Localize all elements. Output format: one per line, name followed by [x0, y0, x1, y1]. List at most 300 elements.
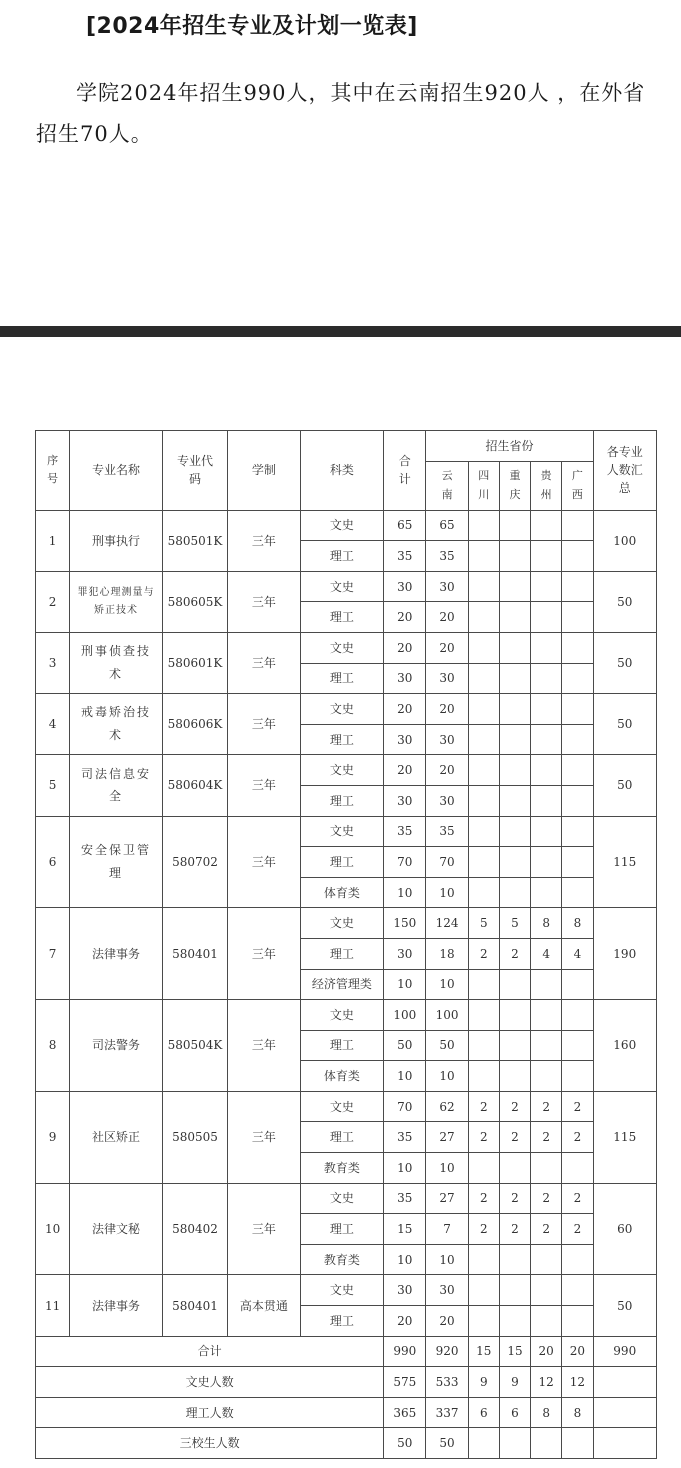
cell-seq: 4 [36, 694, 70, 755]
cell-guangxi [562, 510, 593, 541]
cell-category: 文史 [300, 1183, 384, 1214]
cell-total: 10 [384, 1061, 426, 1092]
cell-sichuan [468, 571, 499, 602]
cell-yunnan: 70 [426, 847, 468, 878]
cell-total: 10 [384, 1244, 426, 1275]
summary-chongqing: 9 [499, 1367, 530, 1398]
cell-total: 30 [384, 571, 426, 602]
cell-sichuan [468, 969, 499, 1000]
cell-yunnan: 124 [426, 908, 468, 939]
cell-guizhou: 4 [531, 938, 562, 969]
header-code: 专业代 码 [162, 431, 227, 511]
cell-guizhou [531, 541, 562, 572]
cell-major-total: 160 [593, 1000, 657, 1092]
summary-yunnan: 337 [426, 1397, 468, 1428]
summary-total: 990 [384, 1336, 426, 1367]
cell-guizhou [531, 663, 562, 694]
table-row [36, 1091, 657, 1122]
cell-chongqing [499, 877, 530, 908]
summary-chongqing [499, 1428, 530, 1459]
cell-guangxi [562, 877, 593, 908]
cell-guangxi [562, 663, 593, 694]
cell-category: 文史 [300, 1091, 384, 1122]
cell-chongqing [499, 785, 530, 816]
cell-major-total: 115 [593, 816, 657, 908]
cell-seq: 2 [36, 571, 70, 632]
summary-yunnan: 920 [426, 1336, 468, 1367]
cell-yunnan: 30 [426, 785, 468, 816]
cell-category: 体育类 [300, 1061, 384, 1092]
cell-seq: 7 [36, 908, 70, 1000]
cell-guangxi [562, 816, 593, 847]
cell-major-code: 580401 [162, 1275, 227, 1336]
cell-total: 10 [384, 969, 426, 1000]
cell-guizhou: 2 [531, 1091, 562, 1122]
table-body [36, 431, 657, 1459]
cell-sichuan [468, 632, 499, 663]
cell-guangxi: 2 [562, 1122, 593, 1153]
cell-duration: 三年 [228, 908, 300, 1000]
summary-row [36, 1367, 657, 1398]
cell-duration: 三年 [228, 1091, 300, 1183]
table-row [36, 816, 657, 847]
cell-sichuan [468, 1153, 499, 1184]
summary-major-total [593, 1367, 657, 1398]
cell-total: 65 [384, 510, 426, 541]
cell-sichuan: 2 [468, 1214, 499, 1245]
cell-category: 文史 [300, 571, 384, 602]
cell-sichuan: 2 [468, 938, 499, 969]
cell-sichuan [468, 541, 499, 572]
cell-duration: 三年 [228, 571, 300, 632]
cell-total: 20 [384, 694, 426, 725]
cell-guizhou [531, 785, 562, 816]
cell-chongqing [499, 541, 530, 572]
cell-major-name: 社区矫正 [70, 1091, 163, 1183]
cell-guizhou [531, 510, 562, 541]
summary-chongqing: 15 [499, 1336, 530, 1367]
cell-total: 100 [384, 1000, 426, 1031]
header-major-total: 各专业 人数汇 总 [593, 431, 657, 511]
cell-guizhou [531, 724, 562, 755]
cell-guangxi: 2 [562, 1091, 593, 1122]
cell-sichuan [468, 1306, 499, 1337]
cell-chongqing: 2 [499, 938, 530, 969]
cell-major-name: 戒毒矫治技术 [70, 694, 163, 755]
summary-major-total: 990 [593, 1336, 657, 1367]
table-row [36, 571, 657, 602]
summary-row [36, 1428, 657, 1459]
header-province-guangxi: 广 西 [562, 461, 593, 510]
cell-guangxi [562, 571, 593, 602]
header-name: 专业名称 [70, 431, 163, 511]
cell-guizhou [531, 969, 562, 1000]
cell-seq: 9 [36, 1091, 70, 1183]
summary-major-total [593, 1428, 657, 1459]
header-province-guizhou: 贵 州 [531, 461, 562, 510]
table-header-row [36, 431, 657, 462]
cell-chongqing [499, 1153, 530, 1184]
cell-guangxi [562, 847, 593, 878]
summary-guangxi: 8 [562, 1397, 593, 1428]
summary-guangxi [562, 1428, 593, 1459]
cell-chongqing [499, 1000, 530, 1031]
cell-chongqing [499, 694, 530, 725]
cell-chongqing [499, 602, 530, 633]
cell-guangxi: 2 [562, 1183, 593, 1214]
table-row [36, 755, 657, 786]
cell-guangxi: 4 [562, 938, 593, 969]
cell-sichuan [468, 694, 499, 725]
summary-guangxi: 20 [562, 1336, 593, 1367]
cell-major-total: 50 [593, 694, 657, 755]
cell-major-total: 50 [593, 1275, 657, 1336]
cell-guangxi: 2 [562, 1214, 593, 1245]
cell-yunnan: 100 [426, 1000, 468, 1031]
cell-total: 35 [384, 1122, 426, 1153]
cell-yunnan: 7 [426, 1214, 468, 1245]
cell-sichuan [468, 1030, 499, 1061]
cell-guangxi [562, 1244, 593, 1275]
cell-major-total: 50 [593, 755, 657, 816]
cell-sichuan [468, 724, 499, 755]
cell-yunnan: 30 [426, 663, 468, 694]
cell-seq: 10 [36, 1183, 70, 1275]
summary-major-total [593, 1397, 657, 1428]
cell-sichuan [468, 816, 499, 847]
cell-yunnan: 20 [426, 632, 468, 663]
cell-major-code: 580501K [162, 510, 227, 571]
cell-sichuan [468, 1061, 499, 1092]
summary-sichuan [468, 1428, 499, 1459]
cell-yunnan: 65 [426, 510, 468, 541]
cell-total: 35 [384, 1183, 426, 1214]
cell-category: 理工 [300, 938, 384, 969]
cell-guangxi [562, 632, 593, 663]
cell-guangxi [562, 602, 593, 633]
summary-label: 合计 [36, 1336, 384, 1367]
summary-chongqing: 6 [499, 1397, 530, 1428]
cell-guangxi [562, 541, 593, 572]
cell-chongqing: 2 [499, 1183, 530, 1214]
cell-guizhou [531, 1153, 562, 1184]
cell-duration: 三年 [228, 755, 300, 816]
cell-major-code: 580605K [162, 571, 227, 632]
cell-duration: 三年 [228, 1183, 300, 1275]
cell-major-code: 580702 [162, 816, 227, 908]
cell-seq: 5 [36, 755, 70, 816]
cell-total: 20 [384, 755, 426, 786]
cell-guangxi [562, 1000, 593, 1031]
cell-chongqing [499, 816, 530, 847]
cell-yunnan: 20 [426, 602, 468, 633]
cell-major-code: 580402 [162, 1183, 227, 1275]
cell-yunnan: 20 [426, 694, 468, 725]
cell-yunnan: 30 [426, 571, 468, 602]
cell-major-code: 580401 [162, 908, 227, 1000]
cell-guangxi [562, 1030, 593, 1061]
cell-chongqing [499, 724, 530, 755]
cell-guizhou [531, 632, 562, 663]
cell-category: 理工 [300, 847, 384, 878]
cell-total: 20 [384, 632, 426, 663]
cell-major-total: 60 [593, 1183, 657, 1275]
cell-category: 教育类 [300, 1153, 384, 1184]
cell-total: 70 [384, 847, 426, 878]
cell-guizhou [531, 1244, 562, 1275]
cell-sichuan: 5 [468, 908, 499, 939]
cell-guangxi [562, 724, 593, 755]
cell-category: 文史 [300, 1275, 384, 1306]
summary-yunnan: 50 [426, 1428, 468, 1459]
cell-category: 体育类 [300, 877, 384, 908]
cell-chongqing [499, 755, 530, 786]
table-row [36, 908, 657, 939]
cell-guizhou [531, 1061, 562, 1092]
table-row [36, 510, 657, 541]
cell-guangxi: 8 [562, 908, 593, 939]
cell-guizhou: 2 [531, 1183, 562, 1214]
summary-sichuan: 15 [468, 1336, 499, 1367]
cell-major-name: 法律文秘 [70, 1183, 163, 1275]
cell-duration: 三年 [228, 632, 300, 693]
cell-major-name: 刑事侦查技术 [70, 632, 163, 693]
cell-guizhou [531, 847, 562, 878]
cell-guangxi [562, 694, 593, 725]
cell-sichuan [468, 1000, 499, 1031]
cell-seq: 1 [36, 510, 70, 571]
summary-row [36, 1397, 657, 1428]
cell-sichuan [468, 877, 499, 908]
cell-total: 20 [384, 1306, 426, 1337]
cell-yunnan: 62 [426, 1091, 468, 1122]
enrollment-plan-table [35, 430, 657, 1459]
cell-category: 理工 [300, 724, 384, 755]
cell-category: 文史 [300, 816, 384, 847]
cell-chongqing [499, 969, 530, 1000]
cell-chongqing [499, 663, 530, 694]
cell-total: 35 [384, 816, 426, 847]
cell-category: 文史 [300, 755, 384, 786]
cell-sichuan [468, 785, 499, 816]
summary-sichuan: 6 [468, 1397, 499, 1428]
cell-total: 30 [384, 785, 426, 816]
cell-total: 70 [384, 1091, 426, 1122]
cell-guizhou [531, 1000, 562, 1031]
cell-major-total: 50 [593, 571, 657, 632]
cell-guizhou [531, 1306, 562, 1337]
summary-guangxi: 12 [562, 1367, 593, 1398]
header-category: 科类 [300, 431, 384, 511]
cell-major-code: 580606K [162, 694, 227, 755]
cell-total: 10 [384, 877, 426, 908]
cell-guangxi [562, 969, 593, 1000]
intro-paragraph: 学院2024年招生990人，其中在云南招生920人 ，在外省招生70人。 [36, 81, 646, 146]
header-province-chongqing: 重 庆 [499, 461, 530, 510]
cell-yunnan: 20 [426, 755, 468, 786]
cell-total: 20 [384, 602, 426, 633]
cell-category: 理工 [300, 663, 384, 694]
cell-total: 50 [384, 1030, 426, 1061]
cell-total: 35 [384, 541, 426, 572]
table-row [36, 1000, 657, 1031]
cell-guangxi [562, 755, 593, 786]
cell-yunnan: 27 [426, 1122, 468, 1153]
document-heading: [2024年招生专业及计划一览表] [86, 14, 418, 39]
cell-guizhou [531, 571, 562, 602]
cell-chongqing [499, 632, 530, 663]
cell-guizhou [531, 877, 562, 908]
cell-major-total: 115 [593, 1091, 657, 1183]
cell-sichuan [468, 663, 499, 694]
summary-total: 365 [384, 1397, 426, 1428]
cell-major-name: 安全保卫管理 [70, 816, 163, 908]
cell-chongqing [499, 847, 530, 878]
cell-guangxi [562, 1061, 593, 1092]
cell-guizhou [531, 816, 562, 847]
cell-category: 理工 [300, 1030, 384, 1061]
cell-category: 教育类 [300, 1244, 384, 1275]
cell-guizhou [531, 1030, 562, 1061]
cell-sichuan [468, 510, 499, 541]
summary-label: 文史人数 [36, 1367, 384, 1398]
cell-major-name: 罪犯心理测量与矫正技术 [70, 571, 163, 632]
cell-major-code: 580505 [162, 1091, 227, 1183]
cell-chongqing: 2 [499, 1214, 530, 1245]
cell-guizhou [531, 602, 562, 633]
cell-seq: 11 [36, 1275, 70, 1336]
cell-major-name: 刑事执行 [70, 510, 163, 571]
cell-category: 理工 [300, 602, 384, 633]
cell-category: 文史 [300, 1000, 384, 1031]
cell-yunnan: 18 [426, 938, 468, 969]
cell-total: 150 [384, 908, 426, 939]
cell-duration: 高本贯通 [228, 1275, 300, 1336]
table-row [36, 632, 657, 663]
cell-guizhou: 8 [531, 908, 562, 939]
cell-chongqing [499, 510, 530, 541]
cell-category: 理工 [300, 1214, 384, 1245]
cell-seq: 8 [36, 1000, 70, 1092]
cell-yunnan: 10 [426, 969, 468, 1000]
cell-yunnan: 35 [426, 816, 468, 847]
cell-total: 30 [384, 938, 426, 969]
cell-major-name: 法律事务 [70, 1275, 163, 1336]
cell-major-name: 司法信息安全 [70, 755, 163, 816]
summary-label: 三校生人数 [36, 1428, 384, 1459]
cell-major-total: 50 [593, 632, 657, 693]
cell-yunnan: 20 [426, 1306, 468, 1337]
cell-total: 30 [384, 663, 426, 694]
cell-sichuan [468, 1244, 499, 1275]
cell-yunnan: 30 [426, 724, 468, 755]
cell-category: 理工 [300, 541, 384, 572]
cell-category: 理工 [300, 785, 384, 816]
cell-duration: 三年 [228, 694, 300, 755]
cell-total: 30 [384, 1275, 426, 1306]
cell-seq: 3 [36, 632, 70, 693]
cell-yunnan: 27 [426, 1183, 468, 1214]
cell-yunnan: 10 [426, 1244, 468, 1275]
cell-category: 文史 [300, 510, 384, 541]
cell-yunnan: 10 [426, 1061, 468, 1092]
cell-category: 经济管理类 [300, 969, 384, 1000]
cell-chongqing [499, 1244, 530, 1275]
cell-guangxi [562, 1153, 593, 1184]
cell-category: 文史 [300, 632, 384, 663]
cell-guangxi [562, 1275, 593, 1306]
cell-guizhou [531, 755, 562, 786]
cell-sichuan: 2 [468, 1183, 499, 1214]
cell-major-code: 580504K [162, 1000, 227, 1092]
cell-chongqing: 5 [499, 908, 530, 939]
cell-sichuan [468, 847, 499, 878]
table-row [36, 1275, 657, 1306]
cell-guizhou [531, 694, 562, 725]
summary-total: 575 [384, 1367, 426, 1398]
cell-duration: 三年 [228, 1000, 300, 1092]
cell-duration: 三年 [228, 816, 300, 908]
cell-chongqing [499, 1061, 530, 1092]
summary-row [36, 1336, 657, 1367]
cell-seq: 6 [36, 816, 70, 908]
cell-category: 理工 [300, 1122, 384, 1153]
summary-guizhou: 12 [531, 1367, 562, 1398]
summary-guizhou: 20 [531, 1336, 562, 1367]
cell-yunnan: 10 [426, 1153, 468, 1184]
cell-guizhou: 2 [531, 1122, 562, 1153]
summary-sichuan: 9 [468, 1367, 499, 1398]
cell-sichuan [468, 602, 499, 633]
cell-category: 文史 [300, 694, 384, 725]
cell-guangxi [562, 1306, 593, 1337]
cell-chongqing: 2 [499, 1122, 530, 1153]
cell-category: 理工 [300, 1306, 384, 1337]
section-divider [0, 326, 681, 337]
cell-total: 15 [384, 1214, 426, 1245]
cell-yunnan: 30 [426, 1275, 468, 1306]
cell-yunnan: 10 [426, 877, 468, 908]
cell-guizhou [531, 1275, 562, 1306]
cell-guangxi [562, 785, 593, 816]
cell-chongqing [499, 571, 530, 602]
table-row [36, 1183, 657, 1214]
cell-chongqing [499, 1275, 530, 1306]
cell-guizhou: 2 [531, 1214, 562, 1245]
cell-total: 30 [384, 724, 426, 755]
summary-guizhou [531, 1428, 562, 1459]
summary-guizhou: 8 [531, 1397, 562, 1428]
header-province-yunnan: 云 南 [426, 461, 468, 510]
header-province-sichuan: 四 川 [468, 461, 499, 510]
cell-category: 文史 [300, 908, 384, 939]
header-total: 合 计 [384, 431, 426, 511]
header-duration: 学制 [228, 431, 300, 511]
cell-yunnan: 35 [426, 541, 468, 572]
cell-duration: 三年 [228, 510, 300, 571]
cell-major-code: 580601K [162, 632, 227, 693]
cell-sichuan: 2 [468, 1091, 499, 1122]
cell-chongqing [499, 1030, 530, 1061]
cell-sichuan: 2 [468, 1122, 499, 1153]
cell-major-total: 190 [593, 908, 657, 1000]
table-row [36, 694, 657, 725]
cell-sichuan [468, 755, 499, 786]
cell-major-name: 司法警务 [70, 1000, 163, 1092]
cell-sichuan [468, 1275, 499, 1306]
cell-major-name: 法律事务 [70, 908, 163, 1000]
summary-label: 理工人数 [36, 1397, 384, 1428]
